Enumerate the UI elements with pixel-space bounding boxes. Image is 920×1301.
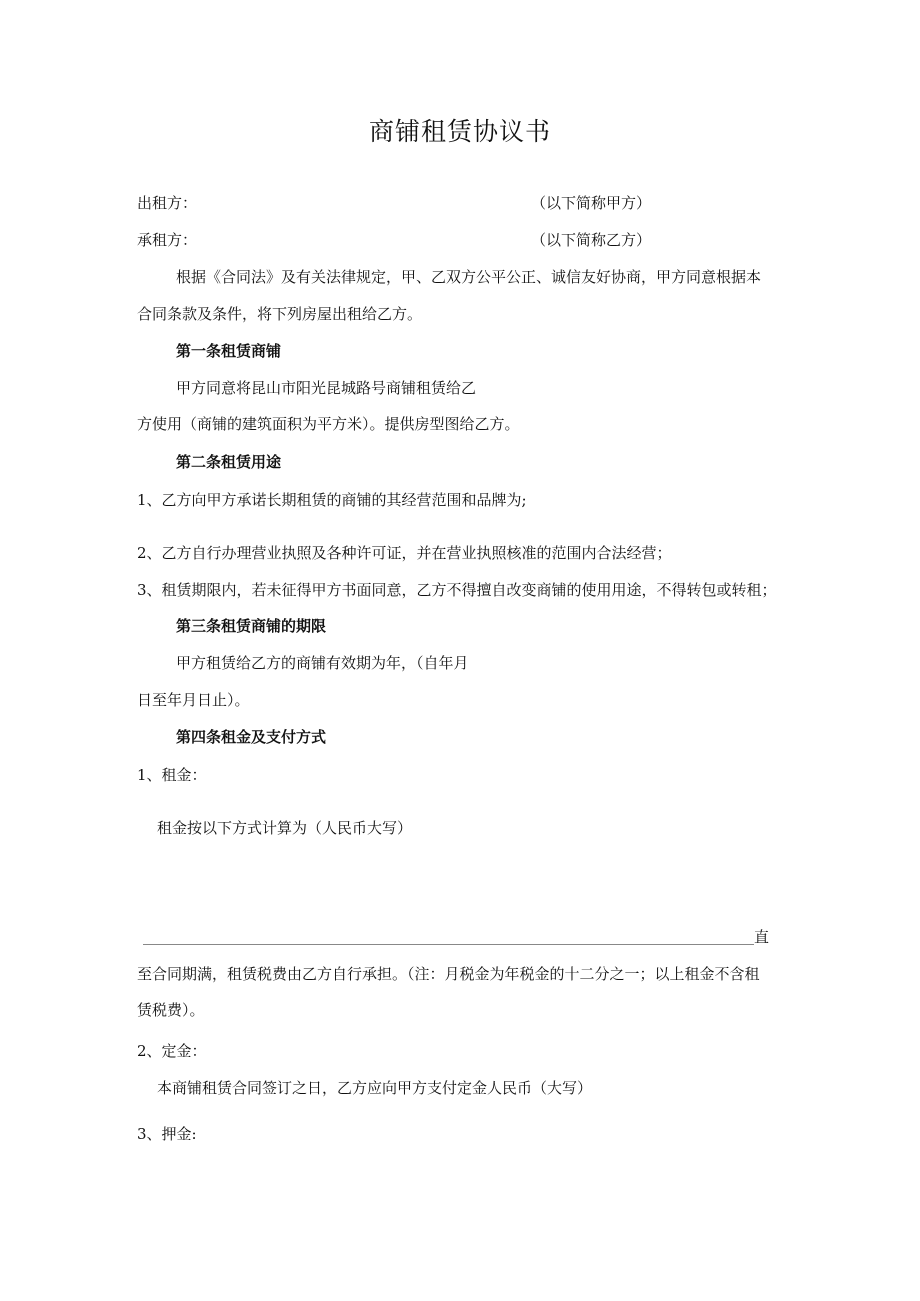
article-4-heading: 第四条租金及支付方式 [176, 728, 327, 746]
article-3-text-line-1: 甲方租赁给乙方的商铺有效期为年，（自年月 [176, 654, 469, 672]
article-2-item-1: 1、乙方向甲方承诺长期租赁的商铺的其经营范围和品牌为; [137, 491, 527, 509]
lessee-label: 承租方： [137, 231, 198, 249]
rent-blank-end-text: 直 [754, 928, 770, 946]
rent-amount-blank-line [143, 944, 754, 945]
article-1-text-line-2: 方使用（商铺的建筑面积为平方米）。提供房型图给乙方。 [137, 415, 520, 433]
lessor-label: 出租方： [137, 194, 198, 212]
article-2-item-3: 3、租赁期限内，若未征得甲方书面同意，乙方不得擅自改变商铺的使用用途，不得转包或转租； [137, 581, 777, 599]
article-3-text-line-2: 日至年月日止）。 [137, 691, 250, 709]
page-title: 商铺租赁协议书 [368, 117, 551, 146]
article-1-text-line-1: 甲方同意将昆山市阳光昆城路号商铺租赁给乙 [176, 379, 477, 397]
lessor-note: （以下简称甲方） [531, 194, 652, 212]
article-1-heading: 第一条租赁商铺 [176, 342, 282, 360]
article-4-text-line-3: 赁税费）。 [137, 1001, 205, 1019]
article-2-item-2: 2、乙方自行办理营业执照及各种许可证，并在营业执照核准的范围内合法经营； [137, 544, 672, 562]
lessee-note: （以下简称乙方） [531, 231, 652, 249]
article-4-item-1: 1、租金： [137, 766, 207, 784]
deposit-text: 本商铺租赁合同签订之日，乙方应向甲方支付定金人民币（大写） [157, 1079, 593, 1097]
article-3-heading: 第三条租赁商铺的期限 [176, 617, 327, 635]
intro-paragraph-line-2: 合同条款及条件，将下列房屋出租给乙方。 [137, 305, 423, 323]
intro-paragraph-line-1: 根据《合同法》及有关法律规定，甲、乙双方公平公正、诚信友好协商，甲方同意根据本 [176, 268, 762, 286]
article-2-heading: 第二条租赁用途 [176, 453, 282, 471]
rent-calculation-text: 租金按以下方式计算为（人民币大写） [157, 819, 413, 837]
article-4-item-3: 3、押金: [137, 1125, 197, 1143]
article-4-text-line-2: 至合同期满，租赁税费由乙方自行承担。（注：月税金为年税金的十二分之一；以上租金不含租 [137, 965, 760, 983]
article-4-item-2: 2、定金： [137, 1042, 207, 1060]
